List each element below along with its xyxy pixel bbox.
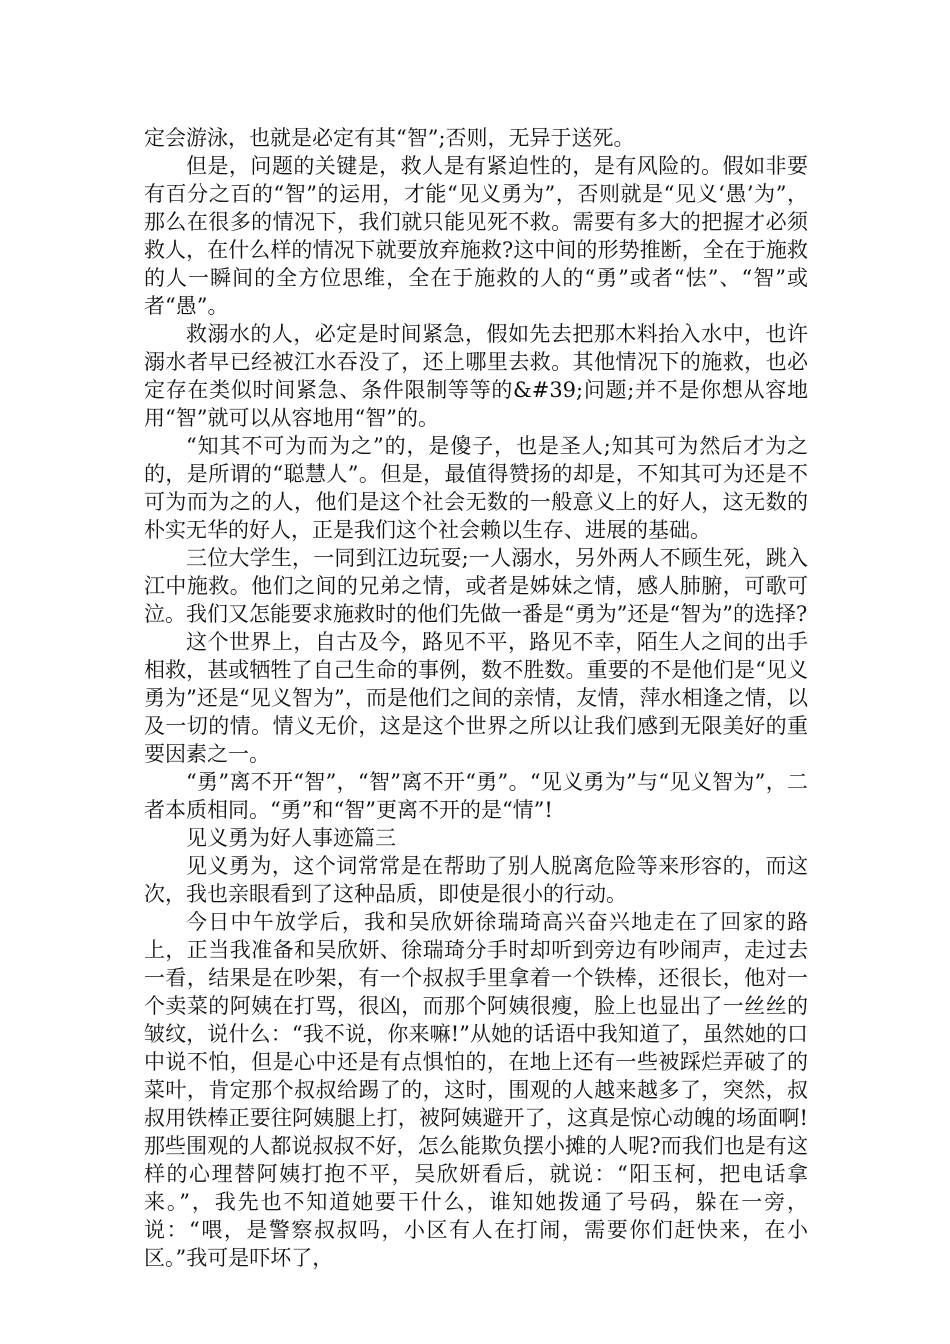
- paragraph-6: 这个世界上，自古及今，路见不平，路见不幸，陌生人之间的出手相救，甚或牺牲了自己生命的事例，数不胜数。重要的不是他们是“见义勇为”还是“见义智为”，而是他们之间的亲情，友情，萍水相逢之情，以及一切的情。情义无价，这是这个世界之所以让我们感到无限美好的重要因素之一。: [144, 630, 808, 766]
- paragraph-1: 定会游泳，也就是必定有其“智”;否则，无异于送死。: [144, 126, 635, 150]
- paragraph-2: 但是，问题的关键是，救人是有紧迫性的，是有风险的。假如非要有百分之百的“智”的运用，才能“见义勇为”，否则就是“见义‘愚’为”，那么在很多的情况下，我们就只能见死不救。需要有多大的把握才必须救人，在什么样的情况下就要放弃施救?这中间的形势推断，全在于施救的人一瞬间的全方位思维，全在于施救的人的“勇”或者“怯”、“智”或者“愚”。: [144, 154, 808, 318]
- paragraph-7: “勇”离不开“智”，“智”离不开“勇”。“见义勇为”与“见义智为”，二者本质相同。“勇”和“智”更离不开的是“情”!: [144, 770, 808, 822]
- document-body: [144, 124, 808, 1272]
- paragraph-4: “知其不可为而为之”的，是傻子，也是圣人;知其可为然后才为之的，是所谓的“聪慧人”。但是，最值得赞扬的却是，不知其可为还是不可为而为之的人，他们是这个社会无数的一般意义上的好人，这无数的朴实无华的好人，正是我们这个社会赖以生存、进展的基础。: [144, 434, 808, 542]
- paragraph-3: 救溺水的人，必定是时间紧急，假如先去把那木料抬入水中，也许溺水者早已经被江水吞没了，还上哪里去救。其他情况下的施救，也必定存在类似时间紧急、条件限制等等的&#39;问题;并不是你想从容地用“智”就可以从容地用“智”的。: [144, 322, 808, 430]
- section-heading: 见义勇为好人事迹篇三: [186, 826, 396, 850]
- paragraph-5: 三位大学生，一同到江边玩耍;一人溺水，另外两人不顾生死，跳入江中施救。他们之间的兄弟之情，或者是姊妹之情，感人肺腑，可歌可泣。我们又怎能要求施救时的他们先做一番是“勇为”还是“智为”的选择?: [144, 546, 808, 626]
- paragraph-8: 见义勇为，这个词常常是在帮助了别人脱离危险等来形容的，而这次，我也亲眼看到了这种品质，即使是很小的行动。: [144, 854, 808, 906]
- paragraph-9: 今日中午放学后，我和吴欣妍徐瑞琦高兴奋兴地走在了回家的路上，正当我准备和吴欣妍、徐瑞琦分手时却听到旁边有吵闹声，走过去一看，结果是在吵架，有一个叔叔手里拿着一个铁棒，还很长，他对一个卖菜的阿姨在打骂，很凶，而那个阿姨很瘦，脸上也显出了一丝丝的皱纹，说什么：“我不说，你来嘛!”从她的话语中我知道了，虽然她的口中说不怕，但是心中还是有点惧怕的，在地上还有一些被踩烂弄破了的菜叶，肯定那个叔叔给踢了的，这时，围观的人越来越多了，突然，叔叔用铁棒正要往阿姨腿上打，被阿姨避开了，这真是惊心动魄的场面啊!那些围观的人都说叔叔不好，怎么能欺负摆小摊的人呢?而我们也是有这样的心理替阿姨打抱不平，吴欣妍看后，就说：“阳玉柯，把电话拿来。”，我先也不知道她要干什么，谁知她拨通了号码，躲在一旁，说：“喂，是警察叔叔吗，小区有人在打闹，需要你们赶快来，在小区。”我可是吓坏了，: [144, 910, 808, 1270]
